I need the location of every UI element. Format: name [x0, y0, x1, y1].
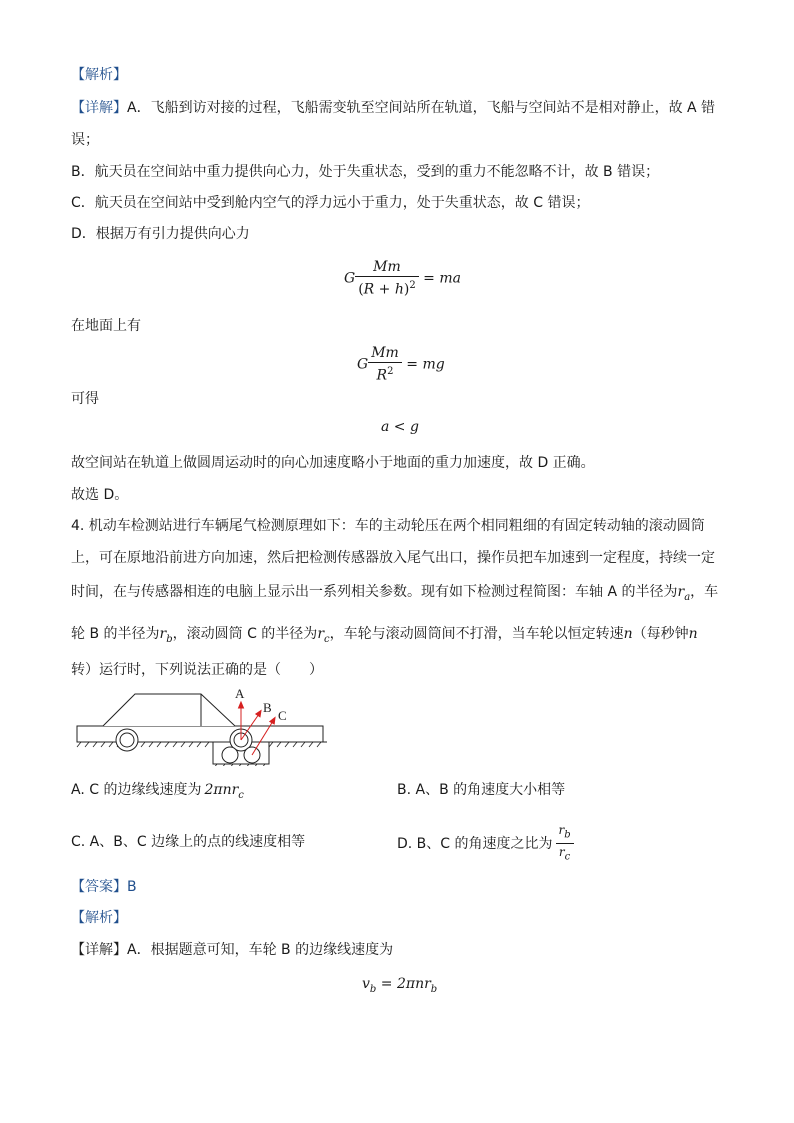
analysis-label: 【解析】 — [71, 67, 127, 83]
detail-line-a — [71, 98, 715, 118]
hence-text: 可得 — [71, 391, 99, 407]
option-c: C. A、B、C 边缘上的点的线速度相等 — [71, 834, 306, 850]
label-A: A — [235, 686, 245, 701]
eq1-numerator: Mm — [355, 258, 419, 277]
car-test-diagram — [75, 684, 331, 766]
eq1-fraction — [355, 258, 419, 299]
option-d-fraction: $\frac{r_b}{r_c}$ — [556, 822, 574, 866]
eq2-G: G — [357, 356, 369, 373]
equation-vb: $v_b = 2\pi nr_b$ — [362, 976, 438, 995]
choose-text: 故选 D。 — [71, 487, 129, 503]
var-rc: r — [317, 626, 325, 642]
equation-gravity-ground — [357, 344, 445, 385]
eq2-rhs: = mg — [406, 356, 445, 373]
detail-line-d: D．根据万有引力提供向心力 — [71, 226, 250, 242]
var-rb: r — [159, 626, 167, 642]
option-b: B. A、B 的角速度大小相等 — [397, 782, 566, 798]
q4-line-2: 上，可在原地沿前进方向加速，然后把检测传感器放入尾气出口，操作员把车加速到一定程度，持续一定 — [71, 550, 715, 566]
analysis-label-2: 【解析】 — [71, 910, 127, 926]
option-a: A. C 的边缘线速度为 2πnr$_c$ — [71, 782, 244, 801]
answer-label: 【答案】B — [71, 879, 137, 895]
q4-line-1: 4. 机动车检测站进行车辆尾气检测原理如下：车的主动轮压在两个相同粗细的有固定转动轴的滚动圆筒 — [71, 518, 705, 534]
q4-line-4: 轮 B 的半径为$r_b$，滚动圆筒 C 的半径为$r_c$，车轮与滚动圆筒间不打滑，当车轮以恒定转速n（每秒钟n — [71, 626, 698, 645]
detail-label: 【详解】 — [71, 100, 127, 116]
detail-line-c: C．航天员在空间站中受到舱内空气的浮力远小于重力，处于失重状态，故 C 错误； — [71, 195, 590, 211]
var-ra: r — [677, 584, 685, 600]
eq1-G: G — [344, 270, 356, 287]
label-B: B — [263, 700, 272, 715]
label-C: C — [278, 708, 287, 723]
var-n-2: n — [688, 626, 698, 642]
var-n: n — [623, 626, 633, 642]
conclusion-text: 故空间站在轨道上做圆周运动时的向心加速度略小于地面的重力加速度，故 D 正确。 — [71, 455, 595, 471]
option-d: D. B、C 的角速度之比为 $\frac{r_b}{r_c}$ — [397, 822, 574, 866]
ground-text: 在地面上有 — [71, 318, 141, 334]
eq2-denominator: $R^2$ — [376, 366, 394, 384]
eq1-denominator: $(R + h)^2$ — [358, 280, 416, 298]
eq1-rhs: = ma — [423, 270, 461, 287]
equation-a-less-g: a < g — [381, 419, 419, 435]
answer-line — [71, 877, 137, 897]
q4-line-3: 时间，在与传感器相连的电脑上显示出一系列相关参数。现有如下检测过程简图：车轴 A 的半径为$r_a$，车 — [71, 584, 719, 603]
detail-a-text: A．飞船到访对接的过程，飞船需变轨至空间站所在轨道，飞船与空间站不是相对静止，故 A 错 — [127, 100, 716, 116]
detail-line-2: 【详解】A．根据题意可知，车轮 B 的边缘线速度为 — [71, 942, 394, 958]
detail-line-b: B．航天员在空间站中重力提供向心力，处于失重状态，受到的重力不能忽略不计，故 B 错误； — [71, 164, 660, 180]
detail-line-a-cont: 误； — [71, 132, 99, 148]
q4-line-5: 转）运行时，下列说法正确的是（ ） — [71, 662, 323, 678]
eq2-numerator: Mm — [368, 344, 402, 363]
eq2-fraction — [368, 344, 402, 385]
equation-gravity-orbit — [344, 258, 461, 299]
